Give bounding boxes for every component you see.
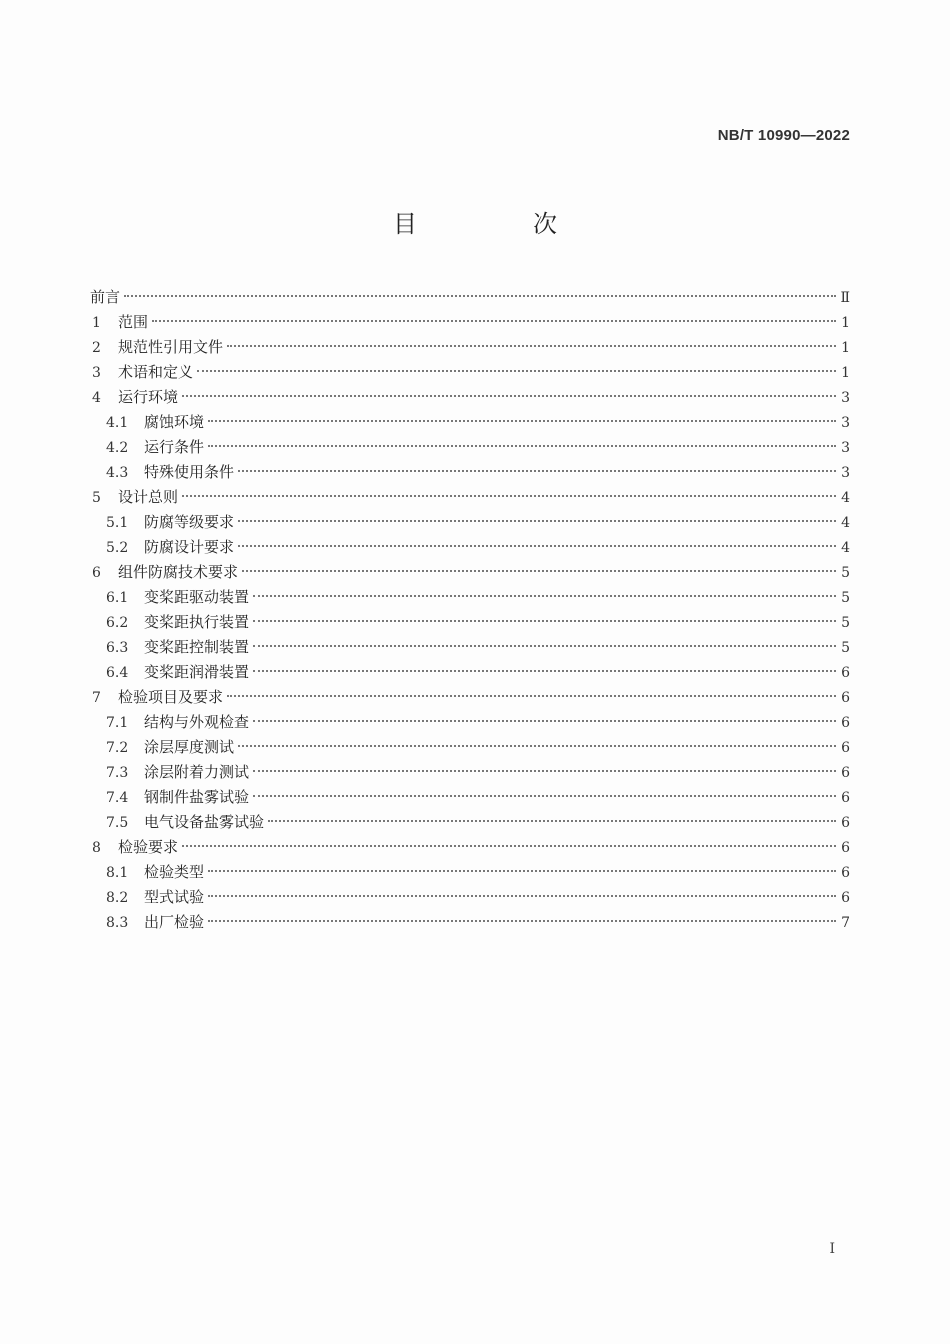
page-title: 目 次: [393, 210, 603, 238]
toc-entry-label: 组件防腐技术要求: [118, 563, 239, 581]
dot-leader: [253, 595, 836, 597]
toc-entry-page: 5: [841, 590, 850, 606]
toc-entry[interactable]: [90, 410, 850, 435]
toc-entry-page: 6: [841, 665, 850, 681]
toc-entry-label: 检验类型: [144, 863, 205, 881]
toc-entry[interactable]: [90, 585, 850, 610]
toc-entry-page: 3: [841, 390, 850, 406]
toc-entry-number: 8.3: [106, 915, 129, 931]
dot-leader: [182, 845, 836, 847]
dot-leader: [238, 745, 836, 747]
toc-entry-label: 设计总则: [118, 488, 179, 506]
dot-leader: [182, 395, 836, 397]
dot-leader: [268, 820, 836, 822]
dot-leader: [253, 670, 836, 672]
toc-entry-number: 7.2: [106, 740, 129, 756]
toc-entry[interactable]: [90, 710, 850, 735]
toc-entry[interactable]: [90, 460, 850, 485]
toc-entry-label: 型式试验: [144, 888, 205, 906]
toc-entry[interactable]: [90, 510, 850, 535]
toc-entry-number: 6: [92, 565, 101, 581]
toc-entry-label: 术语和定义: [118, 363, 194, 381]
toc-entry-number: 6.2: [106, 615, 129, 631]
dot-leader: [208, 895, 836, 897]
dot-leader: [253, 770, 836, 772]
dot-leader: [182, 495, 836, 497]
toc-entry[interactable]: [90, 485, 850, 510]
toc-entry[interactable]: [90, 435, 850, 460]
toc-entry[interactable]: [90, 385, 850, 410]
toc-entry-page: Ⅱ: [840, 290, 850, 306]
toc-entry-page: 3: [841, 415, 850, 431]
toc-entry-number: 6.1: [106, 590, 129, 606]
toc-entry-label: 变桨距控制装置: [144, 638, 250, 656]
dot-leader: [242, 570, 836, 572]
toc-entry-number: 2: [92, 340, 101, 356]
toc-entry[interactable]: [90, 885, 850, 910]
dot-leader: [253, 645, 836, 647]
toc-entry-number: 5.1: [106, 515, 129, 531]
toc-entry-page: 6: [841, 740, 850, 756]
toc-entry-page: 6: [841, 790, 850, 806]
toc-entry-label: 腐蚀环境: [144, 413, 205, 431]
toc-entry-page: 7: [841, 915, 850, 931]
toc-entry-number: 8.2: [106, 890, 129, 906]
toc-entry-label: 电气设备盐雾试验: [144, 813, 265, 831]
toc-entry-label: 钢制件盐雾试验: [144, 788, 250, 806]
toc-entry-page: 4: [841, 515, 850, 531]
toc-entry[interactable]: [90, 310, 850, 335]
toc-entry-label: 变桨距驱动装置: [144, 588, 250, 606]
toc-entry[interactable]: [90, 760, 850, 785]
toc-entry-label: 防腐设计要求: [144, 538, 235, 556]
toc-entry-page: 6: [841, 715, 850, 731]
toc-entry-number: 4.1: [106, 415, 129, 431]
toc-entry-number: 6.3: [106, 640, 129, 656]
toc-entry-page: 3: [841, 465, 850, 481]
toc-entry[interactable]: [90, 610, 850, 635]
toc-entry-label: 检验要求: [118, 838, 179, 856]
page-number: Ⅰ: [829, 1241, 835, 1257]
toc-entry-number: 4: [92, 390, 101, 406]
dot-leader: [227, 345, 836, 347]
toc-entry[interactable]: [90, 360, 850, 385]
toc-entry-page: 6: [841, 840, 850, 856]
toc-entry-page: 1: [841, 315, 850, 331]
table-of-contents: [90, 285, 850, 935]
toc-entry-label: 出厂检验: [144, 913, 205, 931]
toc-entry-page: 6: [841, 890, 850, 906]
toc-entry-page: 5: [841, 640, 850, 656]
toc-entry[interactable]: [90, 810, 850, 835]
dot-leader: [253, 620, 836, 622]
dot-leader: [238, 520, 836, 522]
toc-entry-label: 变桨距润滑装置: [144, 663, 250, 681]
toc-entry-number: 3: [92, 365, 101, 381]
toc-entry-label: 结构与外观检查: [144, 713, 250, 731]
toc-entry-number: 4.2: [106, 440, 129, 456]
dot-leader: [208, 420, 836, 422]
toc-entry-number: 7: [92, 690, 101, 706]
toc-entry-number: 7.3: [106, 765, 129, 781]
toc-entry-label: 涂层附着力测试: [144, 763, 250, 781]
toc-entry-number: 1: [92, 315, 101, 331]
toc-entry-label: 涂层厚度测试: [144, 738, 235, 756]
toc-entry-label: 前言: [90, 288, 121, 306]
dot-leader: [152, 320, 836, 322]
toc-entry-number: 8.1: [106, 865, 129, 881]
toc-entry-page: 5: [841, 565, 850, 581]
toc-entry[interactable]: [90, 285, 850, 310]
toc-entry-label: 规范性引用文件: [118, 338, 224, 356]
toc-entry[interactable]: [90, 685, 850, 710]
toc-entry-page: 6: [841, 765, 850, 781]
toc-entry-label: 范围: [118, 313, 149, 331]
toc-entry[interactable]: [90, 910, 850, 935]
toc-entry-number: 4.3: [106, 465, 129, 481]
toc-entry-number: 8: [92, 840, 101, 856]
toc-entry-label: 运行条件: [144, 438, 205, 456]
toc-entry[interactable]: [90, 560, 850, 585]
toc-entry[interactable]: [90, 660, 850, 685]
toc-entry-number: 5: [92, 490, 101, 506]
toc-entry-number: 7.4: [106, 790, 129, 806]
toc-entry-label: 防腐等级要求: [144, 513, 235, 531]
toc-entry-page: 4: [841, 490, 850, 506]
toc-entry-page: 5: [841, 615, 850, 631]
dot-leader: [208, 445, 836, 447]
dot-leader: [253, 720, 836, 722]
toc-entry-page: 3: [841, 440, 850, 456]
standard-number: NB/T 10990—2022: [717, 127, 850, 144]
dot-leader: [227, 695, 836, 697]
toc-entry[interactable]: [90, 635, 850, 660]
dot-leader: [208, 870, 836, 872]
toc-entry[interactable]: [90, 735, 850, 760]
dot-leader: [238, 470, 836, 472]
toc-entry[interactable]: [90, 785, 850, 810]
toc-entry-page: 4: [841, 540, 850, 556]
dot-leader: [124, 295, 836, 297]
toc-entry[interactable]: [90, 835, 850, 860]
toc-entry-label: 特殊使用条件: [144, 463, 235, 481]
toc-entry-page: 1: [841, 365, 850, 381]
toc-entry-page: 6: [841, 690, 850, 706]
dot-leader: [238, 545, 836, 547]
toc-entry[interactable]: [90, 860, 850, 885]
toc-entry-page: 6: [841, 815, 850, 831]
toc-entry-label: 运行环境: [118, 388, 179, 406]
toc-entry-number: 6.4: [106, 665, 129, 681]
toc-entry-page: 1: [841, 340, 850, 356]
toc-entry[interactable]: [90, 535, 850, 560]
toc-entry-number: 5.2: [106, 540, 129, 556]
toc-entry-label: 检验项目及要求: [118, 688, 224, 706]
toc-entry-number: 7.1: [106, 715, 129, 731]
dot-leader: [253, 795, 836, 797]
toc-entry-page: 6: [841, 865, 850, 881]
toc-entry-label: 变桨距执行装置: [144, 613, 250, 631]
dot-leader: [197, 370, 836, 372]
toc-entry[interactable]: [90, 335, 850, 360]
dot-leader: [208, 920, 836, 922]
toc-entry-number: 7.5: [106, 815, 129, 831]
